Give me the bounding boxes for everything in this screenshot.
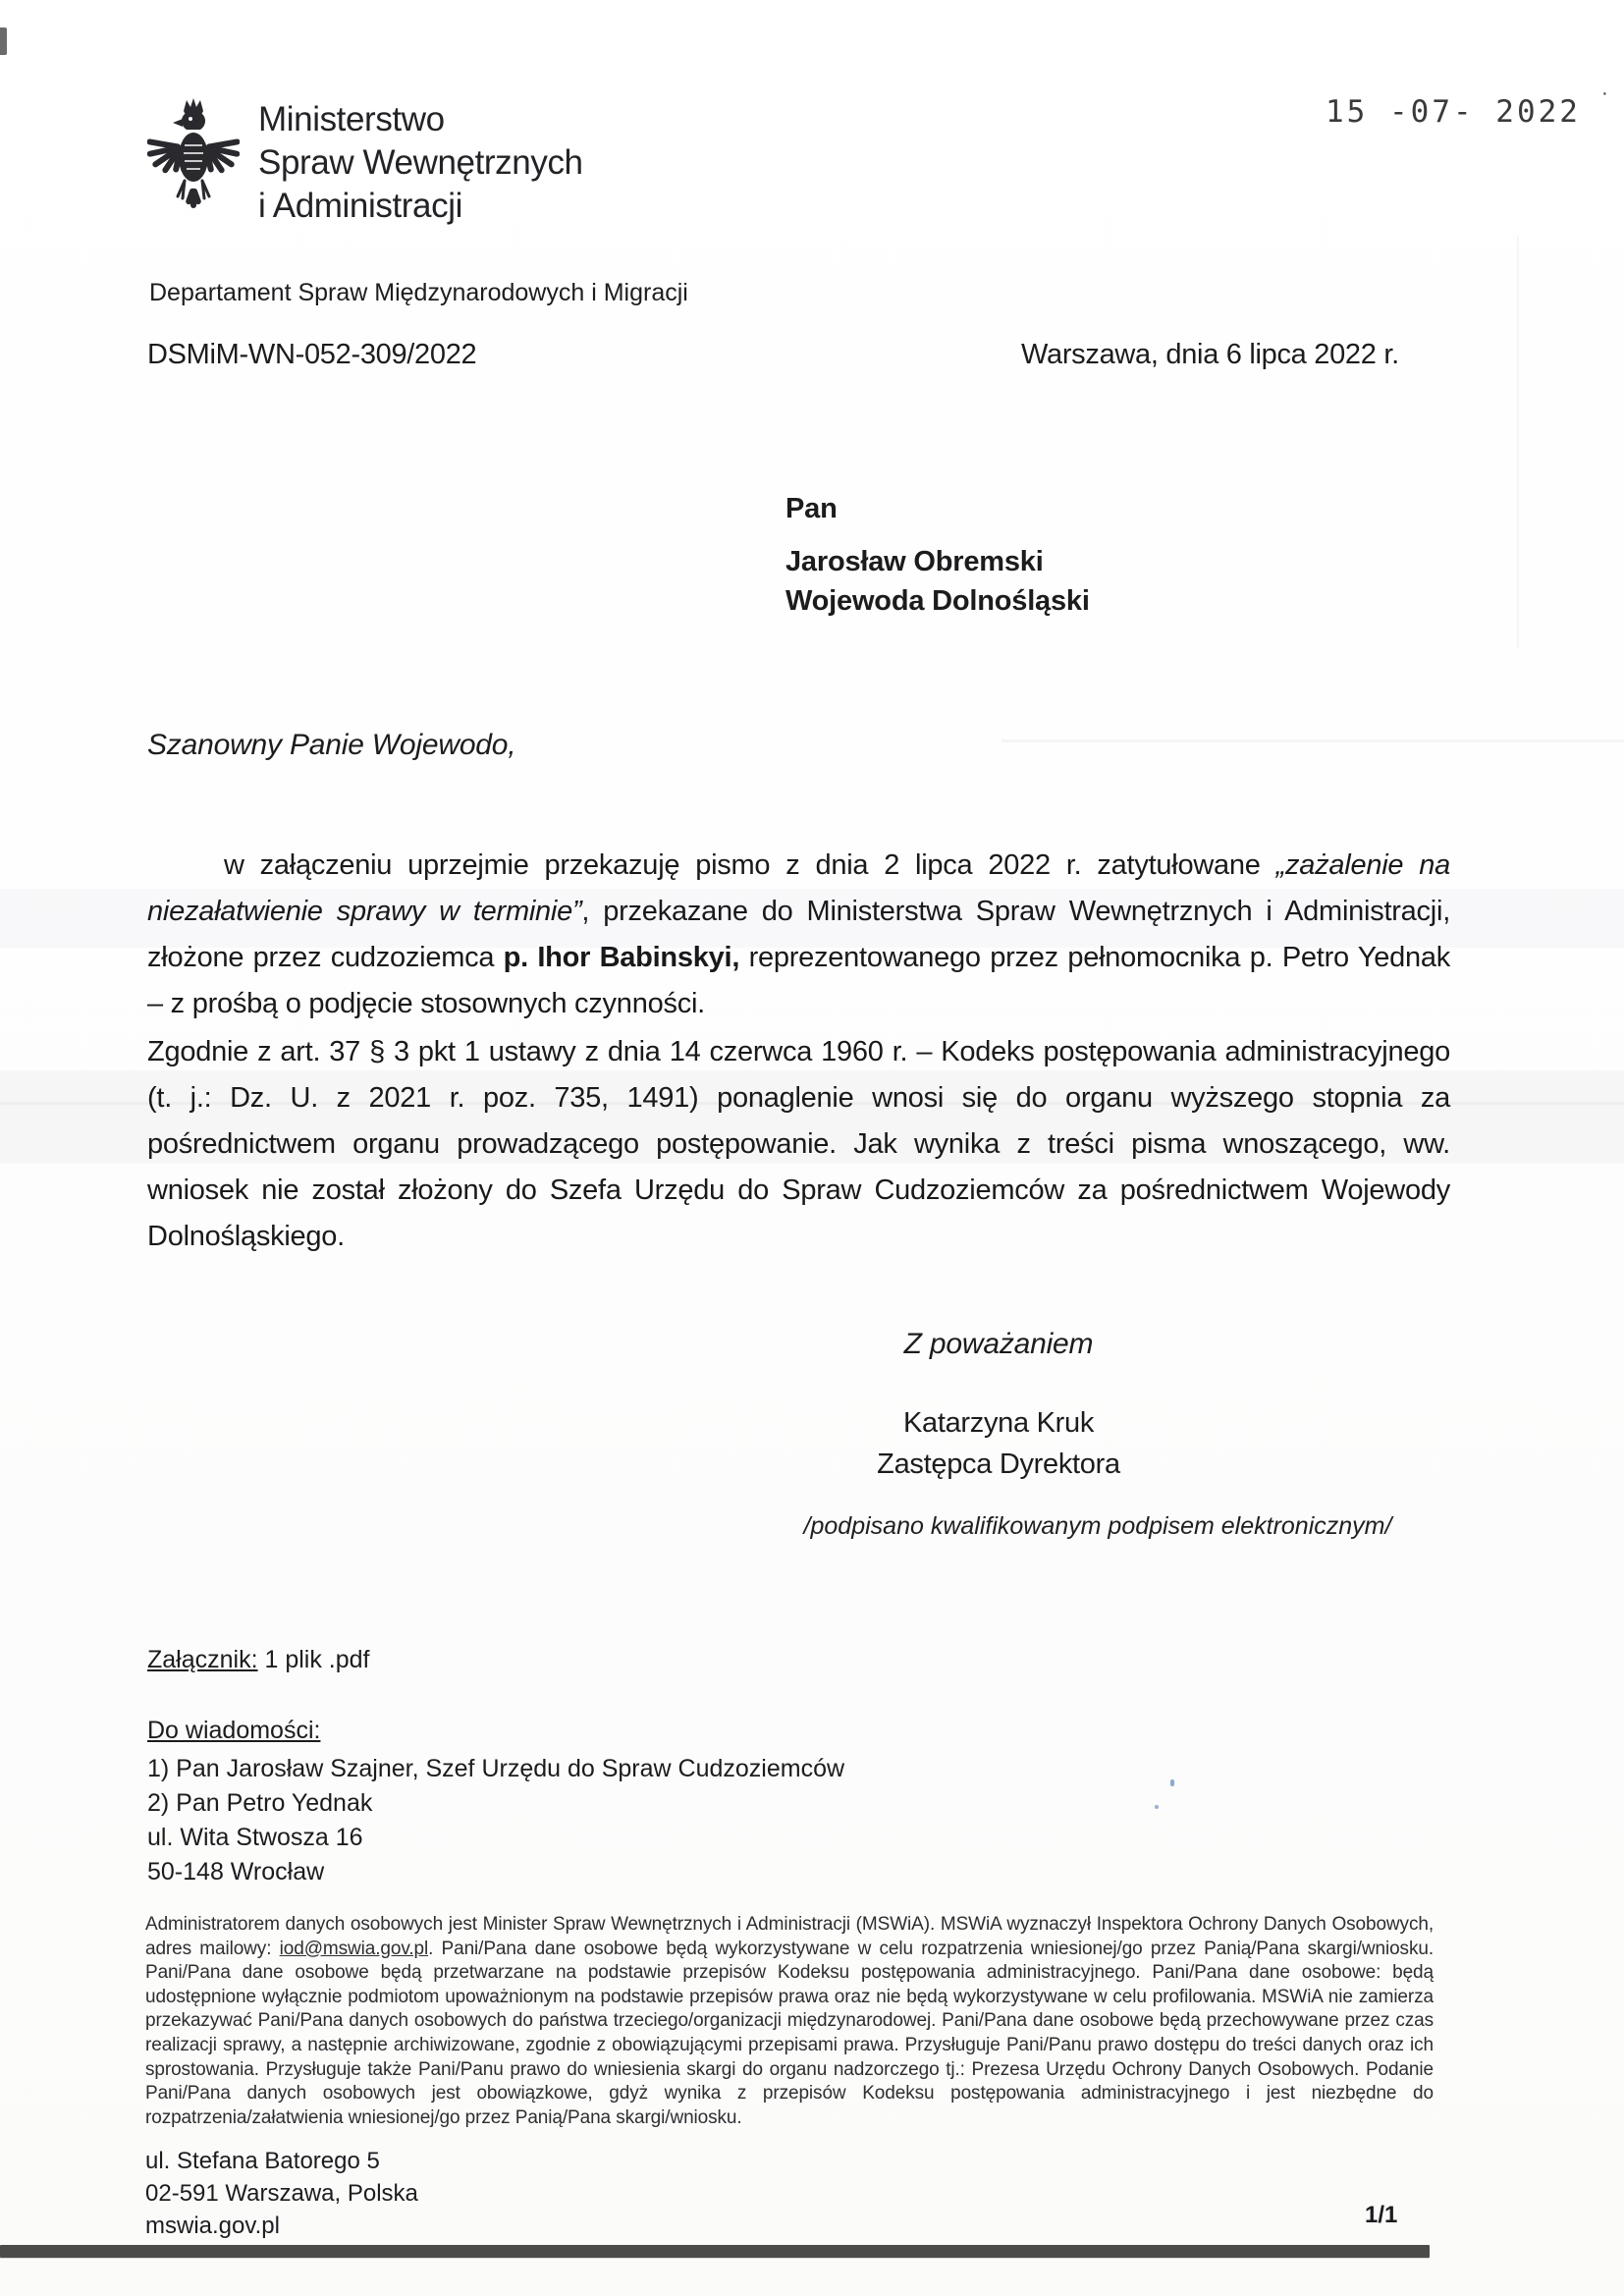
privacy-notice	[145, 1913, 1434, 2130]
cc-line: 2) Pan Petro Yednak	[147, 1789, 373, 1817]
signer-block	[753, 1402, 1244, 1485]
cc-line: 50-148 Wrocław	[147, 1858, 325, 1886]
scan-speck	[1155, 1805, 1159, 1809]
polish-eagle-emblem-icon	[147, 96, 240, 222]
attachment-label: Załącznik:	[147, 1646, 258, 1673]
body-paragraph-1	[147, 843, 1450, 1027]
iod-email-link: iod@mswia.gov.pl	[279, 1938, 429, 1959]
recipient-role: Wojewoda Dolnośląski	[785, 585, 1090, 617]
closing-phrase: Z poważaniem	[903, 1328, 1094, 1360]
scan-edge-mark	[0, 27, 7, 55]
signer-name: Katarzyna Kruk	[902, 1407, 1095, 1439]
date-received-stamp: 15 -07- 2022 ˙	[1326, 90, 1614, 130]
footer-address-line: ul. Stefana Batorego 5	[145, 2148, 380, 2174]
department-line: Departament Spraw Międzynarodowych i Migracji	[149, 279, 688, 306]
p1-text: w załączeniu uprzejmie przekazuję pismo z dnia 2 lipca 2022 r. zatytułowane	[224, 849, 1276, 881]
ministry-name-line: Spraw Wewnętrznych	[258, 143, 583, 182]
cc-line: 1) Pan Jarosław Szajner, Szef Urzędu do Spraw Cudzoziemców	[147, 1755, 845, 1782]
p1-text: , przekazane do Ministerstwa Spraw Wewnętrznych i Administracji, złożone przez cudzoziemca	[147, 896, 1450, 973]
electronic-signature-note: /podpisano kwalifikowanym podpisem elektronicznym/	[803, 1512, 1392, 1540]
cc-list	[147, 1752, 844, 1889]
paper-crease	[1517, 236, 1519, 648]
p1-text: reprezentowanego przez pełnomocnika p. Petro Yednak – z prośbą o podjęcie stosownych czynności.	[147, 942, 1450, 1019]
scan-edge-bar	[0, 2245, 1430, 2258]
footer-address-line: 02-591 Warszawa, Polska	[145, 2180, 418, 2207]
p1-quoted-title: „zażalenie na niezałatwienie sprawy w terminie”	[147, 849, 1451, 927]
ministry-name	[258, 98, 583, 228]
reference-number: DSMiM-WN-052-309/2022	[147, 339, 477, 370]
attachment-line	[147, 1646, 370, 1674]
footer-address-line: mswia.gov.pl	[145, 2213, 280, 2239]
page-number: 1/1	[1365, 2202, 1398, 2228]
privacy-text: Administratorem danych osobowych jest Minister Spraw Wewnętrznych i Administracji (MSWiA). MSWiA wyznaczył Inspektora Ochrony Danych Osobowych, adres mailowy:	[145, 1914, 1434, 1959]
privacy-text: . Pani/Pana dane osobowe będą wykorzystywane w celu rozpatrzenia wniesionej/go przez Panią/Pana skargi/wniosku. Pani/Pana dane osobowe będą przetwarzane na podstawie przepisów Kodeksu postępowania administracyjnego. Pani/Pana dane osobowe: będą udostępnione wyłącznie podmiotom upoważnionym na podstawie przepisów prawa oraz nie będą wykorzystywane w celu profilowania. MSWiA nie zamierza przekazywać Pani/Pana danych osobowych do państwa trzeciego/organizacji międzynarodowej. Pani/Pana dane osobowe będą przechowywane przez czas realizacji sprawy, a następnie archiwizowane, zgodnie z obowiązującymi przepisami prawa. Przysługuje Pani/Panu prawo dostępu do treści danych oraz ich sprostowania. Przysługuje także Pani/Panu prawo do wniesienia skargi do organu nadzorczego tj.: Prezesa Urzędu Ochrony Danych Osobowych. Podanie Pani/Pana danych osobowych jest obowiązkowe, gdyż wynika z przepisów Kodeksu postępowania administracyjnego i jest niezbędne do rozpatrzenia/załatwienia wniesionej/go przez Panią/Pana skargi/wniosku.	[145, 1938, 1435, 2128]
body-paragraph-2: Zgodnie z art. 37 § 3 pkt 1 ustawy z dnia 14 czerwca 1960 r. – Kodeks postępowania administracyjnego (t. j.: Dz. U. z 2021 r. poz. 735, 1491) ponaglenie wnosi się do organu wyższego stopnia za pośrednictwem organu prowadzącego postępowanie. Jak wynika z treści pisma wnoszącego, ww. wniosek nie został złożony do Szefa Urzędu do Spraw Cudzoziemców za pośrednictwem Wojewody Dolnośląskiego.	[147, 1036, 1450, 1252]
spacer	[785, 528, 1090, 542]
ministry-name-line: Ministerstwo	[258, 100, 445, 138]
recipient-name: Jarosław Obremski	[785, 546, 1044, 577]
salutation: Szanowny Panie Wojewodo,	[147, 729, 516, 761]
place-and-date: Warszawa, dnia 6 lipca 2022 r.	[1021, 339, 1399, 370]
recipient-title: Pan	[785, 493, 838, 524]
p1-foreigner-name: p. Ihor Babinskyi,	[503, 942, 740, 973]
stamp-tick-mark: ˙	[1597, 90, 1614, 115]
recipient-block	[785, 489, 1090, 621]
footer-address	[145, 2145, 418, 2242]
cc-label: Do wiadomości:	[147, 1717, 321, 1744]
attachment-value: 1 plik .pdf	[257, 1646, 370, 1673]
scan-speck	[1170, 1779, 1174, 1786]
ministry-name-line: i Administracji	[258, 187, 462, 225]
cc-line: ul. Wita Stwosza 16	[147, 1824, 363, 1851]
paper-crease	[1001, 739, 1624, 742]
signer-role: Zastępca Dyrektora	[877, 1449, 1120, 1480]
